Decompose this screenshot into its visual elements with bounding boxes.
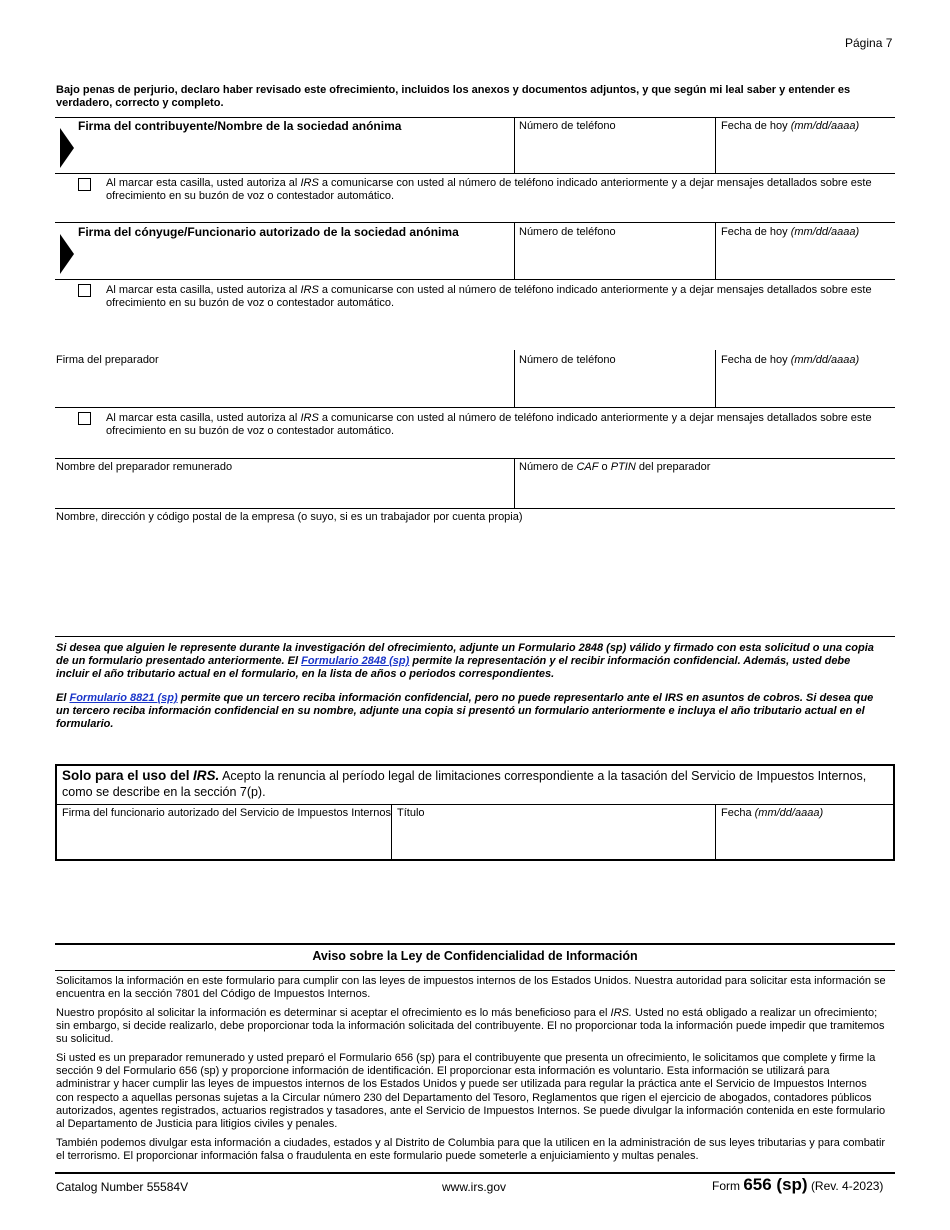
representation-note-8821: El Formulario 8821 (sp) permite que un tercero reciba información confidencial, pero no puede representarlo ante el IRS en asuntos de cobros. Si desea que un tercero reciba información confidencial en su nombre, adjunte una copia si presentó un formulario anteriormente e incluya el año tributario actual en el formulario. [56, 692, 874, 731]
taxpayer-signature-label: Firma del contribuyente/Nombre de la sociedad anónima [78, 119, 402, 133]
form-2848-link[interactable]: Formulario 2848 (sp) [301, 655, 410, 668]
spouse-phone-authorization-checkbox[interactable] [78, 284, 91, 297]
preparer-phone-authorization-checkbox[interactable] [78, 412, 91, 425]
taxpayer-signature-field[interactable] [78, 136, 510, 172]
privacy-paragraph-1: Solicitamos la información en este formulario para cumplir con las leyes de impuestos internos de los Estados Unidos. Nuestra autoridad para solicitar esta información se encuentra en la sección 7801 del Código de Impuestos Internos. [56, 975, 886, 1001]
privacy-notice-title: Aviso sobre la Ley de Confidencialidad de Información [312, 949, 638, 963]
website: www.irs.gov [442, 1180, 507, 1194]
spouse-signature-field[interactable] [78, 242, 510, 278]
spouse-phone-label: Número de teléfono [519, 226, 616, 238]
sign-here-arrow-icon [60, 128, 74, 168]
irs-date-label: Fecha (mm/dd/aaaa) [721, 807, 824, 819]
irs-date-field[interactable] [717, 822, 891, 858]
caf-ptin-label: Número de CAF o PTIN del preparador [519, 461, 711, 473]
perjury-declaration: Bajo penas de perjurio, declaro haber revisado este ofrecimiento, incluidos los anexos y documentos adjuntos, y que según mi leal saber y entender es verdadero, correcto y completo. [56, 84, 851, 109]
preparer-name-label: Nombre del preparador remunerado [56, 461, 233, 473]
section8-title: Firmas [257, 58, 305, 74]
spouse-date-label: Fecha de hoy (mm/dd/aaaa) [721, 226, 860, 238]
taxpayer-phone-field[interactable] [516, 136, 712, 172]
privacy-paragraph-2: Nuestro propósito al solicitar la información es determinar si aceptar el ofrecimiento es lo más beneficioso para el IRS. Usted no está obligado a realizar un ofrecimiento; sin embargo, si decide realizarlo, debe proporcionar toda la información solicitada del contribuyente. El no proporcionar toda la información puede impedir que tramitemos su solicitud. [56, 1007, 885, 1046]
form-8821-link[interactable]: Formulario 8821 (sp) [69, 692, 178, 704]
preparer-signature-field[interactable] [56, 370, 510, 406]
section8-number: Sección 8 [57, 58, 125, 74]
spouse-signature-label: Firma del cónyuge/Funcionario autorizado de la sociedad anónima [78, 225, 459, 239]
section9-title: Solo para el uso del Preparador Remunerado [257, 332, 569, 348]
form-identifier: Form 656 (sp) (Rev. 4-2023) [712, 1175, 884, 1194]
preparer-authorization-text: Al marcar esta casilla, usted autoriza al IRS a comunicarse con usted al número de teléfono indicado anteriormente y a dejar mensajes detallados sobre este ofrecimiento en su buzón de voz o contestador automático. [106, 412, 872, 437]
irs-official-signature-field[interactable] [60, 822, 386, 858]
section9-number: Sección 9 [57, 332, 125, 348]
catalog-number: Catalog Number 55584V [56, 1180, 189, 1194]
preparer-name-field[interactable] [56, 476, 510, 506]
taxpayer-phone-authorization-checkbox[interactable] [78, 178, 91, 191]
page-number: Página 7 [845, 36, 893, 50]
preparer-signature-label: Firma del preparador [56, 354, 159, 366]
preparer-date-field[interactable] [717, 370, 893, 406]
caf-ptin-field[interactable] [516, 476, 892, 506]
taxpayer-date-label: Fecha de hoy (mm/dd/aaaa) [721, 120, 860, 132]
sign-here-arrow-icon [60, 234, 74, 274]
preparer-date-label: Fecha de hoy (mm/dd/aaaa) [721, 354, 860, 366]
preparer-phone-label: Número de teléfono [519, 354, 616, 366]
spouse-date-field[interactable] [717, 242, 893, 278]
irs-title-label: Título [397, 807, 425, 819]
firm-address-label: Nombre, dirección y código postal de la empresa (o suyo, si es un trabajador por cuenta propia) [56, 511, 523, 523]
preparer-phone-field[interactable] [516, 370, 712, 406]
taxpayer-phone-label: Número de teléfono [519, 120, 616, 132]
taxpayer-date-field[interactable] [717, 136, 893, 172]
irs-official-signature-label: Firma del funcionario autorizado del Servicio de Impuestos Internos [62, 807, 391, 819]
irs-title-field[interactable] [393, 822, 711, 858]
privacy-paragraph-3: Si usted es un preparador remunerado y usted preparó el Formulario 656 (sp) para el contribuyente que presenta un ofrecimiento, le solicitamos que complete y firme la sección 9 del Formulario 656 (sp) y proporcione información de identificación. El proporcionar esta información es voluntario. Esta información se utilizará para administrar y hacer cumplir las leyes de impuestos internos de los Estados Unidos y puede ser utilizada para regular la práctica ante el Servicio de Impuestos Internos con respecto a aquellas personas sujetas a la Circular número 230 del Departamento del Tesoro, Reglamentos que rigen el ejercicio de abogados, contadores públicos autorizados, agentes registrados, actuarios registrados y tasadores, ante el Servicio de Impuestos Internos. Se puede divulgar la información contenida en este formulario al Departamento de Justicia para litigios civiles y penales. [56, 1052, 886, 1131]
privacy-paragraph-4: También podemos divulgar esta información a ciudades, estados y al Distrito de Columbia para que la utilicen en la administración de sus leyes tributarias y para combatir el terrorismo. El proporcionar información falsa o fraudulenta en este formulario puede someterle a enjuiciamiento y multas penales. [56, 1137, 886, 1163]
irs-use-heading: Solo para el uso del IRS. Acepto la renuncia al período legal de limitaciones correspondiente a la tasación del Servicio de Impuestos Internos, como se describe en la sección 7(p). [62, 768, 867, 799]
representation-note-2848: Si desea que alguien le represente durante la investigación del ofrecimiento, adjunte un Formulario 2848 (sp) válido y firmado con esta solicitud o una copia de un formulario presentado anteriormente. El Formulario 2848 (sp) permite la representación y el recibir información confidencial. Además, usted debe incluir el año tributario actual en el formulario, en la lista de años o periodos correspondientes. [56, 642, 874, 681]
firm-address-field[interactable] [56, 527, 892, 627]
taxpayer-authorization-text: Al marcar esta casilla, usted autoriza al IRS a comunicarse con usted al número de teléfono indicado anteriormente y a dejar mensajes detallados sobre este ofrecimiento en su buzón de voz o contestador automático. [106, 177, 872, 202]
spouse-authorization-text: Al marcar esta casilla, usted autoriza al IRS a comunicarse con usted al número de teléfono indicado anteriormente y a dejar mensajes detallados sobre este ofrecimiento en su buzón de voz o contestador automático. [106, 284, 872, 309]
spouse-phone-field[interactable] [516, 242, 712, 278]
